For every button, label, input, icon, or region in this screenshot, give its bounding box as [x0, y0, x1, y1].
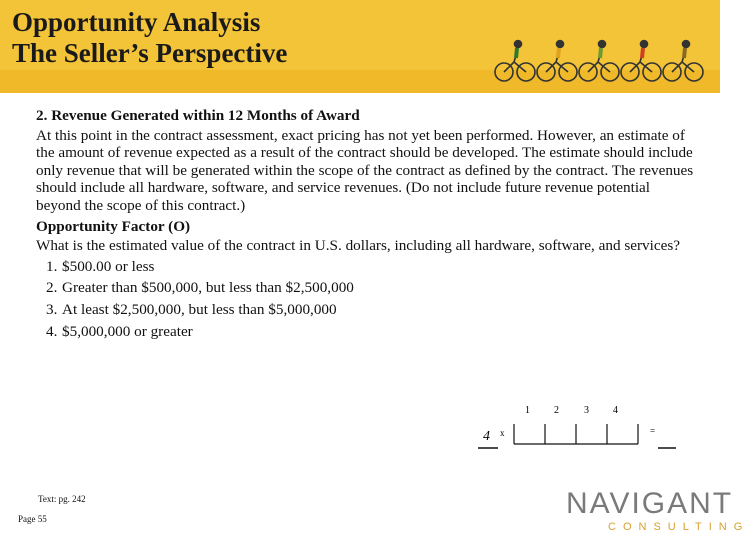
body-paragraph: At this point in the contract assessment, exact pricing has not yet been performed. However, an estimate of the amount of revenue expected as a result of the contract should be developed. The estimate should include only revenue that will be generated within the scope of the contract as defined by the contract. The revenues should include all hardware, software, and service revenues. (Do not include future revenue potential beyond the scope of this contract.) [36, 126, 694, 214]
title-line-1: Opportunity Analysis [12, 7, 261, 37]
title-line-2: The Seller’s Perspective [12, 38, 288, 68]
weight-value: 4 [483, 429, 490, 444]
navigant-logo [560, 487, 749, 537]
option-text: At least $2,500,000, but less than $5,000,000 [62, 300, 337, 318]
option-text: Greater than $500,000, but less than $2,500,000 [62, 279, 354, 297]
page-number: Page 55 [18, 514, 47, 524]
question-text: What is the estimated value of the contract in U.S. dollars, including all hardware, software, and services? [36, 237, 680, 255]
options-list [36, 258, 696, 340]
logo-sub-text: CONSULTING [608, 521, 749, 533]
scale-label-3: 3 [584, 405, 589, 416]
text-reference: Text: pg. 242 [38, 494, 86, 504]
option-number: 4. [46, 322, 58, 340]
page-title [12, 7, 287, 69]
option-number: 1. [46, 257, 58, 275]
list-item [46, 323, 696, 341]
scale-label-2: 2 [554, 405, 559, 416]
scale-boxes [514, 424, 638, 444]
main-content [36, 107, 696, 344]
option-text: $500.00 or less [62, 257, 155, 275]
list-item [46, 301, 696, 319]
scale-label-4: 4 [613, 405, 618, 416]
list-item [46, 279, 696, 297]
list-item [46, 258, 696, 276]
equals-sign: = [650, 426, 656, 436]
option-number: 2. [46, 279, 58, 297]
section-heading: 2. Revenue Generated within 12 Months of Award [36, 107, 360, 124]
logo-main-text: NAVIGANT [566, 487, 734, 520]
option-text: $5,000,000 or greater [62, 322, 193, 340]
times-sign: x [500, 428, 505, 438]
option-number: 3. [46, 300, 58, 318]
cyclists-icon [492, 34, 706, 86]
scale-label-1: 1 [525, 405, 530, 416]
scoring-scale [470, 400, 700, 460]
factor-heading: Opportunity Factor (O) [36, 217, 191, 235]
header-banner [0, 0, 720, 93]
